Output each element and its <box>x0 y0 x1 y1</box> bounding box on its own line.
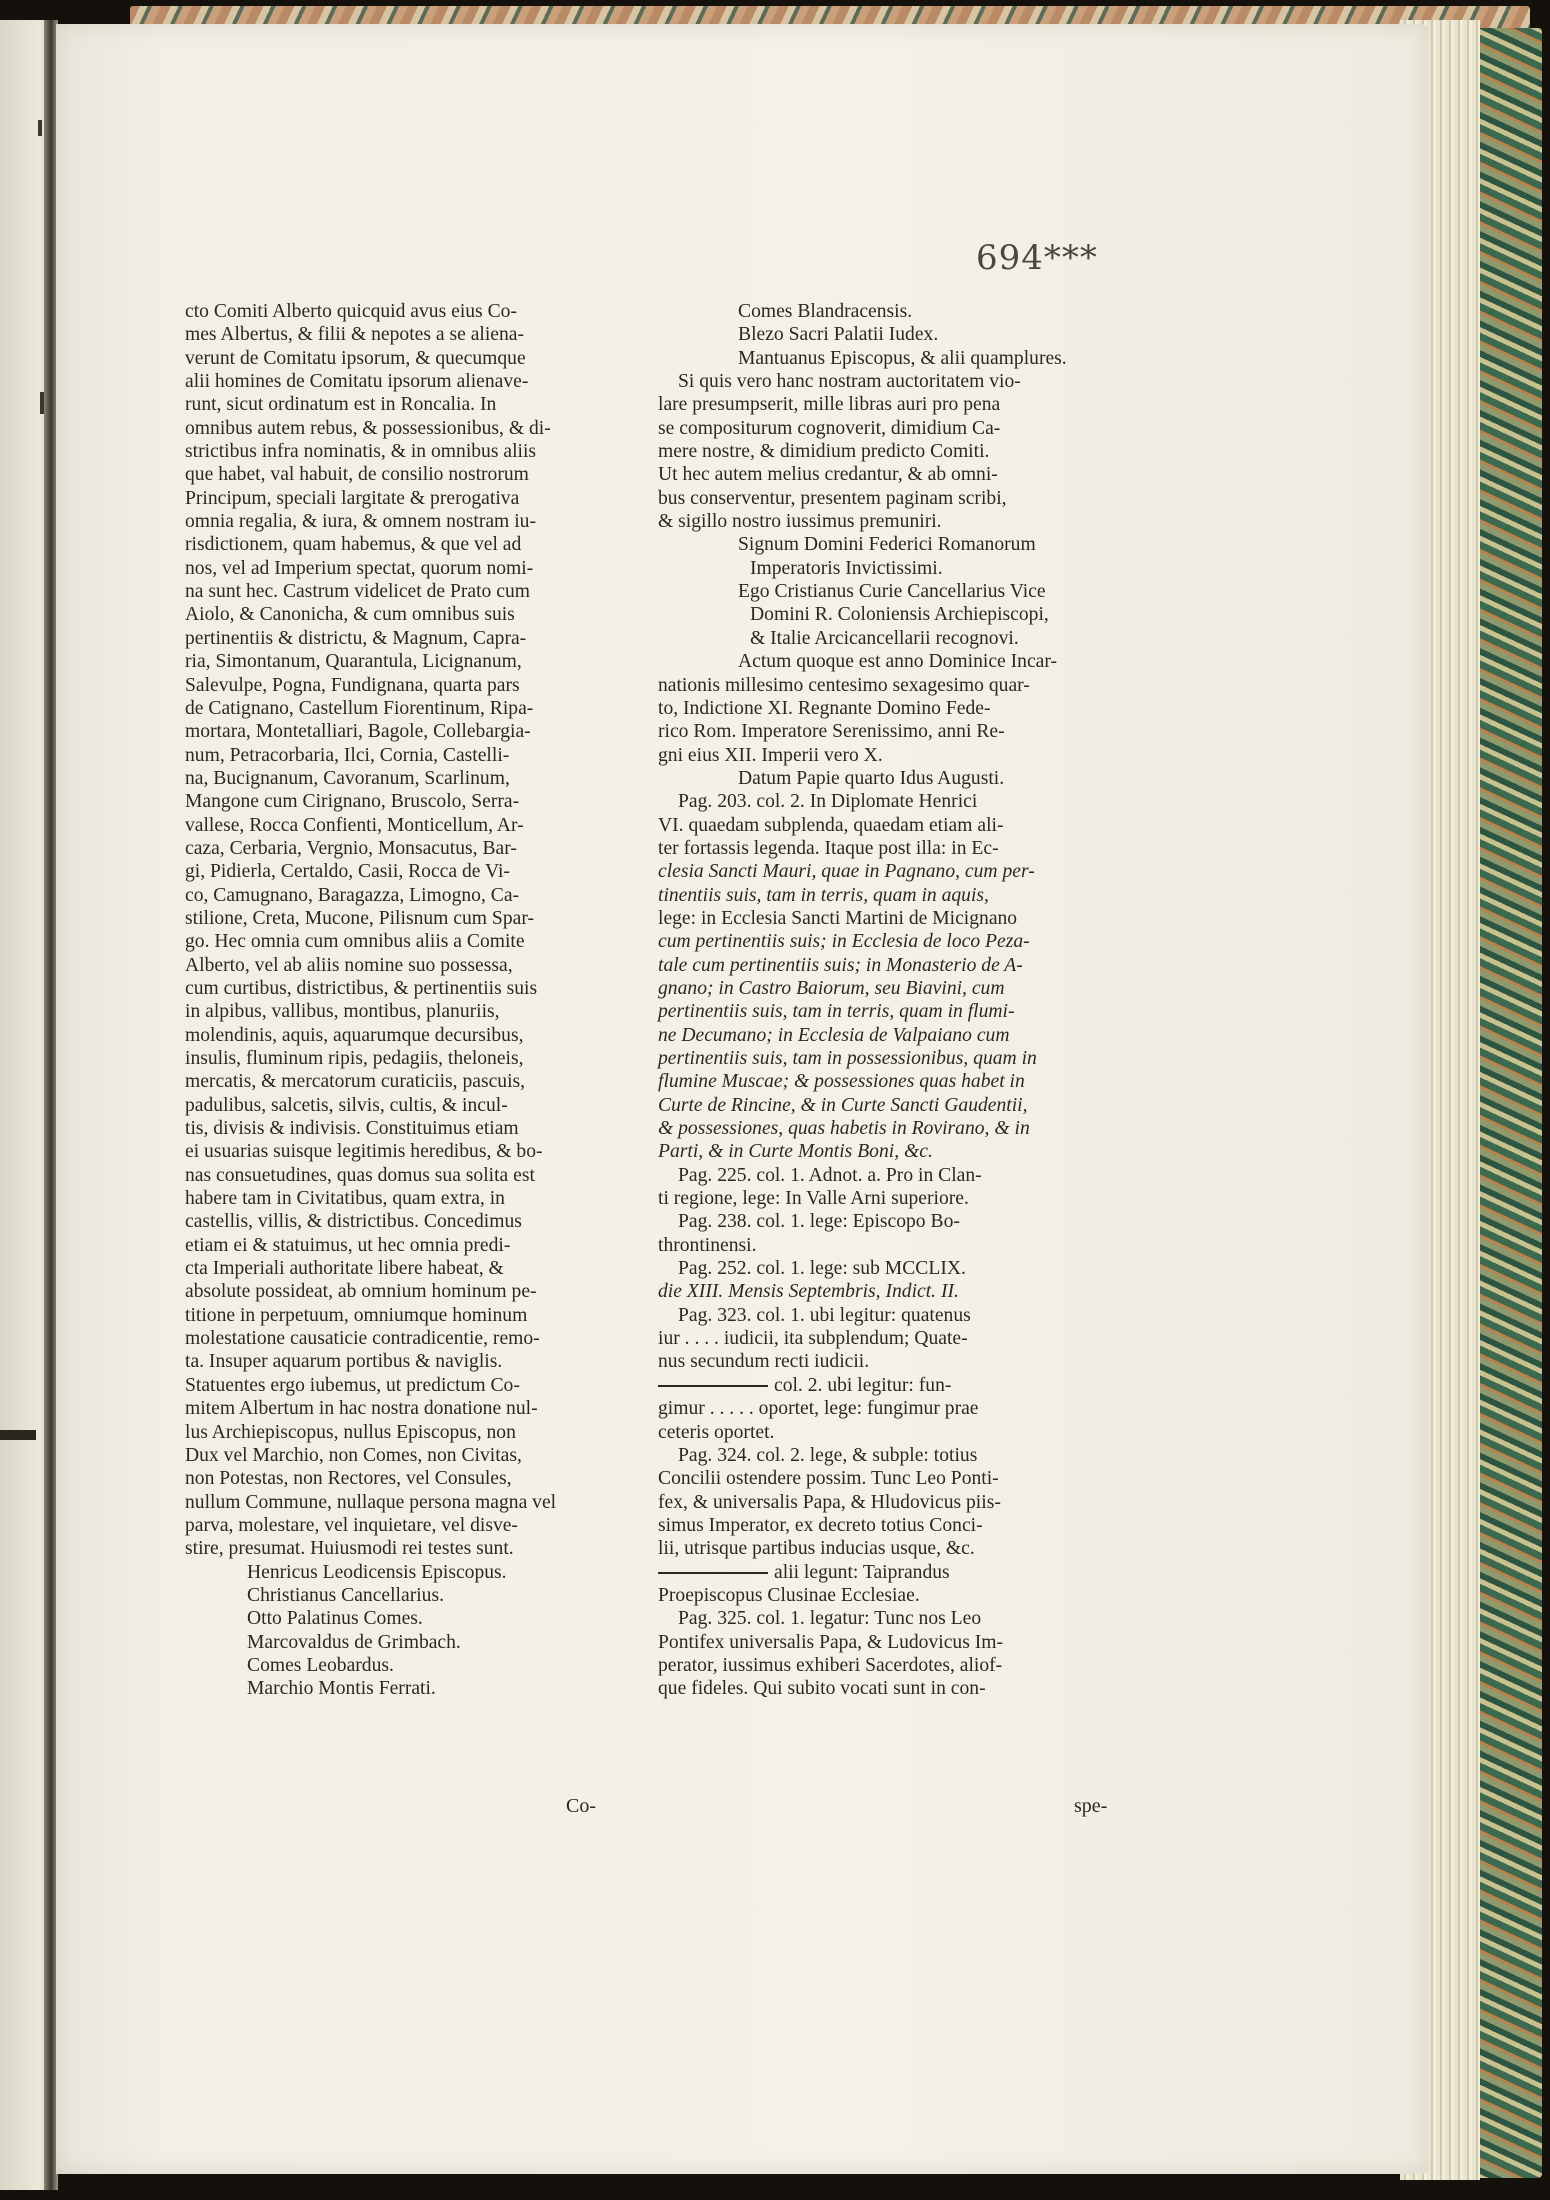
text-line-content: Pag. 252. col. 1. lege: sub MCCLIX. <box>678 1258 966 1280</box>
text-line <box>185 1047 640 1070</box>
text-line <box>658 674 1118 697</box>
text-line <box>185 744 640 767</box>
text-line <box>658 487 1118 510</box>
text-line <box>658 347 1118 370</box>
text-line <box>185 1514 640 1537</box>
text-line <box>185 1584 640 1607</box>
text-line-content: VI. quaedam subplenda, quaedam etiam ali- <box>658 814 1004 836</box>
text-line <box>658 300 1118 323</box>
text-line <box>185 1280 640 1303</box>
text-line <box>658 977 1118 1000</box>
text-line-content: iur . . . . iudicii, ita subplendum; Quate- <box>658 1328 968 1350</box>
text-line <box>185 370 640 393</box>
text-line <box>185 300 640 323</box>
text-line <box>185 1000 640 1023</box>
text-line-content: fex, & universalis Papa, & Hludovicus piis- <box>658 1491 1001 1513</box>
text-line-content: Domini R. Coloniensis Archiepiscopi, <box>750 604 1049 626</box>
text-line <box>658 1677 1118 1700</box>
text-line-content: col. 2. ubi legitur: fun- <box>774 1374 952 1396</box>
text-line <box>658 370 1118 393</box>
text-line-content: que fideles. Qui subito vocati sunt in con- <box>658 1678 986 1700</box>
text-line-content: vallese, Rocca Confienti, Monticellum, Ar- <box>185 814 524 836</box>
text-line-content: Mangone cum Cirignano, Bruscolo, Serra- <box>185 791 520 813</box>
text-line-content: Alberto, vel ab aliis nomine suo possessa, <box>185 954 513 976</box>
text-line-content: Pag. 203. col. 2. In Diplomate Henrici <box>678 791 978 813</box>
text-line <box>658 1047 1118 1070</box>
text-line-content: de Catignano, Castellum Fiorentinum, Ripa- <box>185 697 534 719</box>
text-line <box>185 1164 640 1187</box>
text-line <box>185 1421 640 1444</box>
text-line-content: tinentiis suis, tam in terris, quam in aquis, <box>658 884 989 906</box>
text-line-content: Marcovaldus de Grimbach. <box>247 1631 461 1653</box>
text-line-content: cum curtibus, districtibus, & pertinentiis suis <box>185 977 538 999</box>
text-line <box>185 1304 640 1327</box>
text-line <box>658 1607 1118 1630</box>
text-line <box>658 323 1118 346</box>
text-line <box>658 1491 1118 1514</box>
text-line-content: bus conserventur, presentem paginam scribi, <box>658 487 1007 509</box>
text-line <box>658 417 1118 440</box>
text-line <box>185 1234 640 1257</box>
text-line-content: Ut hec autem melius credantur, & ab omni- <box>658 464 998 486</box>
text-line <box>185 767 640 790</box>
text-line <box>185 1140 640 1163</box>
text-line <box>658 1280 1118 1303</box>
text-line-content: nullum Commune, nullaque persona magna vel <box>185 1491 557 1513</box>
text-line <box>658 1070 1118 1093</box>
text-line <box>185 440 640 463</box>
text-line <box>185 580 640 603</box>
text-line-content: ti regione, lege: In Valle Arni superiore. <box>658 1188 969 1210</box>
text-line <box>185 907 640 930</box>
text-line-content: alii homines de Comitatu ipsorum alienave- <box>185 371 529 393</box>
text-line <box>185 1444 640 1467</box>
text-line <box>185 487 640 510</box>
text-line-content: Pag. 324. col. 2. lege, & subple: totius <box>678 1444 978 1466</box>
text-line-content: lege: in Ecclesia Sancti Martini de Micignano <box>658 907 1018 929</box>
text-line <box>658 1000 1118 1023</box>
text-line-content: Curte de Rincine, & in Curte Sancti Gaudentii, <box>658 1094 1028 1116</box>
text-line <box>185 1117 640 1140</box>
text-line <box>658 767 1118 790</box>
clip-mark <box>0 1430 36 1440</box>
text-line-content: ceteris oportet. <box>658 1421 775 1443</box>
text-line <box>658 930 1118 953</box>
text-line <box>185 954 640 977</box>
text-line-content: & Italie Arcicancellarii recognovi. <box>750 627 1019 649</box>
text-line-content: Mantuanus Episcopus, & alii quamplures. <box>738 347 1067 369</box>
text-line <box>185 837 640 860</box>
text-line-content: castellis, villis, & districtibus. Concedimus <box>185 1211 522 1233</box>
text-line <box>658 1094 1118 1117</box>
text-line-content: Salevulpe, Pogna, Fundignana, quarta pars <box>185 674 520 696</box>
text-line <box>185 557 640 580</box>
text-line <box>658 1514 1118 1537</box>
text-line-content: throntinensi. <box>658 1234 757 1256</box>
text-line <box>185 1374 640 1397</box>
text-line-content: lus Archiepiscopus, nullus Episcopus, non <box>185 1421 516 1443</box>
text-line-content: que habet, val habuit, de consilio nostrorum <box>185 464 529 486</box>
text-line <box>658 860 1118 883</box>
text-line-content: Pag. 238. col. 1. lege: Episcopo Bo- <box>678 1211 960 1233</box>
text-line-content: ne Decumano; in Ecclesia de Valpaiano cum <box>658 1024 1010 1046</box>
text-line-content: Dux vel Marchio, non Comes, non Civitas, <box>185 1444 522 1466</box>
text-line-content: Comes Blandracensis. <box>738 301 913 322</box>
text-line <box>185 1677 640 1700</box>
text-line-content: habere tam in Civitatibus, quam extra, in <box>185 1188 505 1210</box>
left-text-column <box>185 300 640 1701</box>
text-line <box>185 1397 640 1420</box>
text-line-content: Statuentes ergo iubemus, ut predictum Co- <box>185 1374 520 1396</box>
text-line <box>658 1257 1118 1280</box>
text-line <box>185 1631 640 1654</box>
text-line-content: padulibus, salcetis, silvis, cultis, & incul- <box>185 1094 508 1116</box>
text-line <box>658 1561 1118 1584</box>
text-line-content: Parti, & in Curte Montis Boni, &c. <box>658 1141 933 1163</box>
text-line <box>658 440 1118 463</box>
text-line-content: & possessiones, quas habetis in Rovirano, & in <box>658 1118 1030 1140</box>
text-line-content: stire, presumat. Huiusmodi rei testes sunt. <box>185 1538 514 1560</box>
text-line-content: Actum quoque est anno Dominice Incar- <box>738 651 1057 673</box>
text-line <box>185 1070 640 1093</box>
text-line <box>658 627 1118 650</box>
text-line-content: Signum Domini Federici Romanorum <box>738 534 1036 556</box>
text-line-content: tale cum pertinentiis suis; in Monasterio de A- <box>658 954 1023 976</box>
text-line-content: lare presumpserit, mille libras auri pro pena <box>658 394 1001 416</box>
text-line-content: flumine Muscae; & possessiones quas habet in <box>658 1071 1025 1093</box>
text-line <box>658 650 1118 673</box>
text-line <box>658 1024 1118 1047</box>
text-line-content: co, Camugnano, Baragazza, Limogno, Ca- <box>185 884 520 906</box>
text-line-content: Aiolo, & Canonicha, & cum omnibus suis <box>185 604 515 626</box>
text-line <box>185 533 640 556</box>
text-line <box>658 603 1118 626</box>
text-line <box>185 790 640 813</box>
text-line-content: ter fortassis legenda. Itaque post illa: in Ec- <box>658 837 999 859</box>
text-line-content: verunt de Comitatu ipsorum, & quecumque <box>185 347 526 369</box>
text-line-content: cto Comiti Alberto quicquid avus eius Co- <box>185 301 517 322</box>
text-line-content: se compositurum cognoverit, dimidium Ca- <box>658 417 1001 439</box>
text-line <box>185 1561 640 1584</box>
text-line <box>658 1537 1118 1560</box>
text-line <box>658 1117 1118 1140</box>
text-line-content: pertinentiis & districtu, & Magnum, Capra- <box>185 627 527 649</box>
text-line <box>658 1304 1118 1327</box>
text-line-content: clesia Sancti Mauri, quae in Pagnano, cum per- <box>658 861 1035 883</box>
text-line <box>658 1327 1118 1350</box>
text-line <box>658 557 1118 580</box>
text-line-content: Blezo Sacri Palatii Iudex. <box>738 324 939 346</box>
margin-mark <box>40 392 44 414</box>
text-line-content: Comes Leobardus. <box>247 1654 394 1676</box>
text-line-content: rico Rom. Imperatore Serenissimo, anni Re- <box>658 721 1005 743</box>
text-line <box>185 814 640 837</box>
text-line <box>658 1164 1118 1187</box>
text-line-content: mitem Albertum in hac nostra donatione nul- <box>185 1398 538 1420</box>
text-line-content: & sigillo nostro iussimus premuniri. <box>658 511 942 533</box>
right-catchword: spe- <box>1074 1795 1108 1817</box>
text-line <box>185 1537 640 1560</box>
text-line-content: Imperatoris Invictissimi. <box>750 557 943 579</box>
text-line-content: gnano; in Castro Baiorum, seu Biavini, cum <box>658 977 1005 999</box>
left-catchword: Co- <box>566 1795 596 1817</box>
text-line-content: titione in perpetuum, omniumque hominum <box>185 1304 528 1326</box>
text-line <box>185 323 640 346</box>
text-line-content: tis, divisis & indivisis. Constituimus etiam <box>185 1118 519 1140</box>
text-line <box>185 674 640 697</box>
dash-rule <box>658 1572 768 1574</box>
text-line <box>658 533 1118 556</box>
text-line-content: go. Hec omnia cum omnibus aliis a Comite <box>185 931 525 953</box>
text-line-content: Datum Papie quarto Idus Augusti. <box>738 767 1005 789</box>
text-line <box>658 907 1118 930</box>
text-line <box>658 1421 1118 1444</box>
text-line-content: nationis millesimo centesimo sexagesimo quar- <box>658 674 1030 696</box>
text-line-content: cum pertinentiis suis; in Ecclesia de loco Peza- <box>658 931 1030 953</box>
text-line-content: omnibus autem rebus, & possessionibus, & di- <box>185 417 551 439</box>
text-line-content: cta Imperiali authoritate libere habeat, & <box>185 1258 504 1280</box>
text-line-content: Concilii ostendere possim. Tunc Leo Ponti- <box>658 1468 999 1490</box>
text-line-content: absolute possideat, ab omnium hominum pe- <box>185 1281 537 1303</box>
text-line-content: Principum, speciali largitate & prerogativa <box>185 487 520 509</box>
text-line <box>185 1607 640 1630</box>
text-line <box>185 1210 640 1233</box>
text-line-content: nas consuetudines, quas domus sua solita est <box>185 1164 535 1186</box>
text-line-content: risdictionem, quam habemus, & que vel ad <box>185 534 522 556</box>
text-line-content: omnia regalia, & iura, & omnem nostram iu- <box>185 511 536 533</box>
text-line <box>185 930 640 953</box>
text-line <box>185 860 640 883</box>
text-line <box>185 1187 640 1210</box>
text-line <box>185 603 640 626</box>
text-line <box>185 463 640 486</box>
text-line-content: gi, Pidierla, Certaldo, Casii, Rocca de Vi- <box>185 861 510 883</box>
text-line-content: non Potestas, non Rectores, vel Consules, <box>185 1468 512 1490</box>
text-line <box>658 954 1118 977</box>
text-line <box>658 697 1118 720</box>
text-line-content: Pag. 323. col. 1. ubi legitur: quatenus <box>678 1304 971 1326</box>
text-line <box>185 884 640 907</box>
text-line <box>185 1350 640 1373</box>
text-line <box>185 720 640 743</box>
text-line <box>185 393 640 416</box>
text-line-content: to, Indictione XI. Regnante Domino Fede- <box>658 697 991 719</box>
text-line <box>658 1374 1118 1397</box>
text-line <box>658 510 1118 533</box>
text-line <box>658 1234 1118 1257</box>
text-line <box>658 1397 1118 1420</box>
text-line <box>658 1444 1118 1467</box>
text-line-content: simus Imperator, ex decreto totius Conci- <box>658 1514 983 1536</box>
text-line-content: Si quis vero hanc nostram auctoritatem vio- <box>678 371 1021 393</box>
text-line-content: Christianus Cancellarius. <box>247 1584 444 1606</box>
text-line <box>185 1654 640 1677</box>
text-line-content: Otto Palatinus Comes. <box>247 1608 423 1630</box>
text-line <box>658 1187 1118 1210</box>
text-line-content: gni eius XII. Imperii vero X. <box>658 744 883 766</box>
text-line-content: stilione, Creta, Mucone, Pilisnum cum Spar- <box>185 907 534 929</box>
text-line-content: caza, Cerbaria, Vergnio, Monsacutus, Bar- <box>185 837 517 859</box>
text-line-content: Pontifex universalis Papa, & Ludovicus Im- <box>658 1631 1004 1653</box>
text-line <box>185 347 640 370</box>
text-line <box>658 1210 1118 1233</box>
text-line-content: mere nostre, & dimidium predicto Comiti. <box>658 441 990 463</box>
text-line <box>185 1094 640 1117</box>
text-line-content: ei usuarias suisque legitimis heredibus, & bo- <box>185 1141 543 1163</box>
dash-rule <box>658 1385 768 1387</box>
text-line-content: Proepiscopus Clusinae Ecclesiae. <box>658 1584 920 1606</box>
text-line-content: die XIII. Mensis Septembris, Indict. II. <box>658 1281 959 1303</box>
text-line-content: mercatis, & mercatorum curaticiis, pascuis, <box>185 1071 526 1093</box>
text-line <box>658 720 1118 743</box>
text-line <box>658 463 1118 486</box>
text-line <box>185 650 640 673</box>
text-line-content: lii, utrisque partibus inducias usque, &c. <box>658 1538 975 1560</box>
text-line <box>658 1654 1118 1677</box>
text-line <box>185 1257 640 1280</box>
text-line-content: Ego Cristianus Curie Cancellarius Vice <box>738 581 1046 603</box>
text-line <box>658 1140 1118 1163</box>
text-line <box>658 790 1118 813</box>
text-line-content: runt, sicut ordinatum est in Roncalia. In <box>185 394 497 416</box>
text-line <box>658 1350 1118 1373</box>
text-line-content: na, Bucignanum, Cavoranum, Scarlinum, <box>185 767 510 789</box>
text-line <box>658 1631 1118 1654</box>
text-line-content: Pag. 325. col. 1. legatur: Tunc nos Leo <box>678 1608 982 1630</box>
page-number: 694*** <box>976 238 1098 278</box>
text-line <box>185 627 640 650</box>
text-line <box>185 1467 640 1490</box>
text-line <box>185 977 640 1000</box>
text-line-content: mortara, Montetalliari, Bagole, Collebargia- <box>185 721 531 743</box>
text-line-content: pertinentiis suis, tam in terris, quam in flumi- <box>658 1001 1015 1023</box>
text-line-content: pertinentiis suis, tam in possessionibus, quam in <box>658 1048 1037 1069</box>
text-line <box>658 744 1118 767</box>
text-line-content: nus secundum recti iudicii. <box>658 1351 870 1373</box>
text-line-content: mes Albertus, & filii & nepotes a se aliena- <box>185 324 524 346</box>
text-line-content: in alpibus, vallibus, montibus, planuriis, <box>185 1001 500 1023</box>
text-line <box>185 417 640 440</box>
text-line <box>185 1491 640 1514</box>
text-line <box>185 1024 640 1047</box>
text-line-content: molestatione causaticie contradicentie, remo- <box>185 1328 540 1350</box>
text-line-content: parva, molestare, vel inquietare, vel disve- <box>185 1514 518 1536</box>
text-line-content: ria, Simontanum, Quarantula, Licignanum, <box>185 651 522 673</box>
text-line-content: etiam ei & statuimus, ut hec omnia predi- <box>185 1234 511 1256</box>
margin-mark <box>38 120 42 136</box>
text-line <box>658 1584 1118 1607</box>
text-line-content: nos, vel ad Imperium spectat, quorum nomi- <box>185 557 534 579</box>
text-line <box>658 1467 1118 1490</box>
text-line-content: molendinis, aquis, aquarumque decursibus, <box>185 1024 524 1046</box>
text-line-content: perator, iussimus exhiberi Sacerdotes, aliof- <box>658 1654 1003 1676</box>
text-line-content: strictibus infra nominatis, & in omnibus aliis <box>185 441 537 463</box>
text-line-content: Marchio Montis Ferrati. <box>247 1678 436 1700</box>
text-line-content: gimur . . . . . oportet, lege: fungimur prae <box>658 1398 979 1420</box>
text-line-content: num, Petracorbaria, Ilci, Cornia, Castelli- <box>185 744 510 766</box>
text-line-content: Pag. 225. col. 1. Adnot. a. Pro in Clan- <box>678 1164 982 1186</box>
text-line <box>658 837 1118 860</box>
right-text-column <box>658 300 1118 1701</box>
text-line-content: Henricus Leodicensis Episcopus. <box>247 1561 507 1583</box>
text-line-content: insulis, fluminum ripis, pedagiis, theloneis, <box>185 1048 524 1069</box>
text-line <box>658 814 1118 837</box>
text-line-content: alii legunt: Taiprandus <box>774 1561 950 1583</box>
text-line <box>185 697 640 720</box>
text-line-content: ta. Insuper aquarum portibus & naviglis. <box>185 1351 503 1373</box>
text-line <box>658 884 1118 907</box>
text-line <box>185 1327 640 1350</box>
text-line <box>658 580 1118 603</box>
text-line <box>658 393 1118 416</box>
text-line <box>185 510 640 533</box>
text-line-content: na sunt hec. Castrum videlicet de Prato cum <box>185 581 530 603</box>
